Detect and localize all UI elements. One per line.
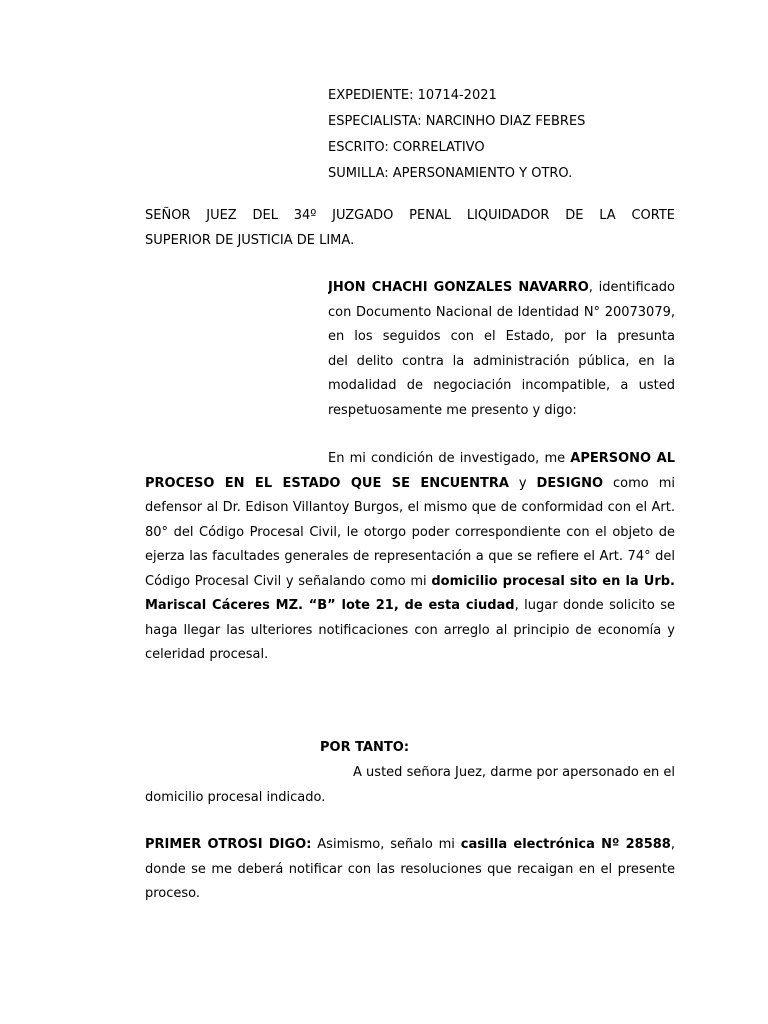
- intro-line-3: en los seguidos con el Estado, por la presunta: [328, 329, 675, 344]
- intro-paragraph: [328, 276, 675, 423]
- body-line-9: celeridad procesal.: [145, 647, 269, 662]
- intro-line-6: respetuosamente me presento y digo:: [328, 402, 577, 418]
- body-line-6: Código Procesal Civil y señalando como mi domicilio procesal sito en la Urb.: [145, 573, 675, 589]
- otrosi-paragraph: [145, 833, 675, 907]
- otrosi-line-3: proceso.: [145, 886, 201, 901]
- otrosi-line-1: PRIMER OTROSI DIGO: Asimismo, señalo mi casilla electrónica Nº 28588,: [145, 837, 675, 852]
- por-tanto-line-2: domicilio procesal indicado.: [145, 789, 326, 805]
- especialista: ESPECIALISTA: NARCINHO DIAZ FEBRES: [328, 114, 586, 129]
- body-line-1: En mi condición de investigado, me APERSONO AL: [328, 451, 675, 466]
- intro-line-4: del delito contra la administración pública, en la: [328, 353, 675, 369]
- sumilla: SUMILLA: APERSONAMIENTO Y OTRO.: [328, 166, 573, 181]
- intro-line-5: modalidad de negociación incompatible, a usted: [328, 378, 675, 393]
- por-tanto-paragraph: [145, 761, 675, 810]
- body-line-7: Mariscal Cáceres MZ. “B” lote 21, de esta ciudad, lugar donde solicito se: [145, 598, 675, 613]
- body-line-3: defensor al Dr. Edison Villantoy Burgos, el mismo que de conformidad con el Art.: [145, 500, 675, 515]
- body-line-2: PROCESO EN EL ESTADO QUE SE ENCUENTRA y DESIGNO como mi: [145, 475, 675, 491]
- intro-line-1: JHON CHACHI GONZALES NAVARRO, identificado: [328, 280, 675, 295]
- expediente: EXPEDIENTE: 10714-2021: [328, 88, 497, 103]
- addressee-line-2: SUPERIOR DE JUSTICIA DE LIMA.: [145, 232, 355, 248]
- body-line-5: ejerza las facultades generales de representación a que se refiere el Art. 74° del: [145, 549, 675, 564]
- addressee: [145, 204, 675, 253]
- body-paragraph: [145, 447, 675, 668]
- intro-line-2: con Documento Nacional de Identidad N° 20073079,: [328, 304, 675, 320]
- body-line-4: 80° del Código Procesal Civil, le otorgo poder correspondiente con el objeto de: [145, 524, 675, 540]
- por-tanto-line-1: A usted señora Juez, darme por apersonado en el: [353, 765, 675, 780]
- otrosi-line-2: donde se me deberá notificar con las resoluciones que recaigan en el presente: [145, 861, 675, 877]
- client-name: JHON CHACHI GONZALES NAVARRO: [328, 280, 589, 295]
- addressee-line-1: SEÑOR JUEZ DEL 34º JUZGADO PENAL LIQUIDADOR DE LA CORTE: [145, 208, 675, 223]
- body-line-8: haga llegar las ulteriores notificaciones con arreglo al principio de economía y: [145, 622, 675, 638]
- case-header: [328, 83, 688, 187]
- escrito: ESCRITO: CORRELATIVO: [328, 140, 485, 155]
- por-tanto-title: POR TANTO:: [320, 740, 410, 755]
